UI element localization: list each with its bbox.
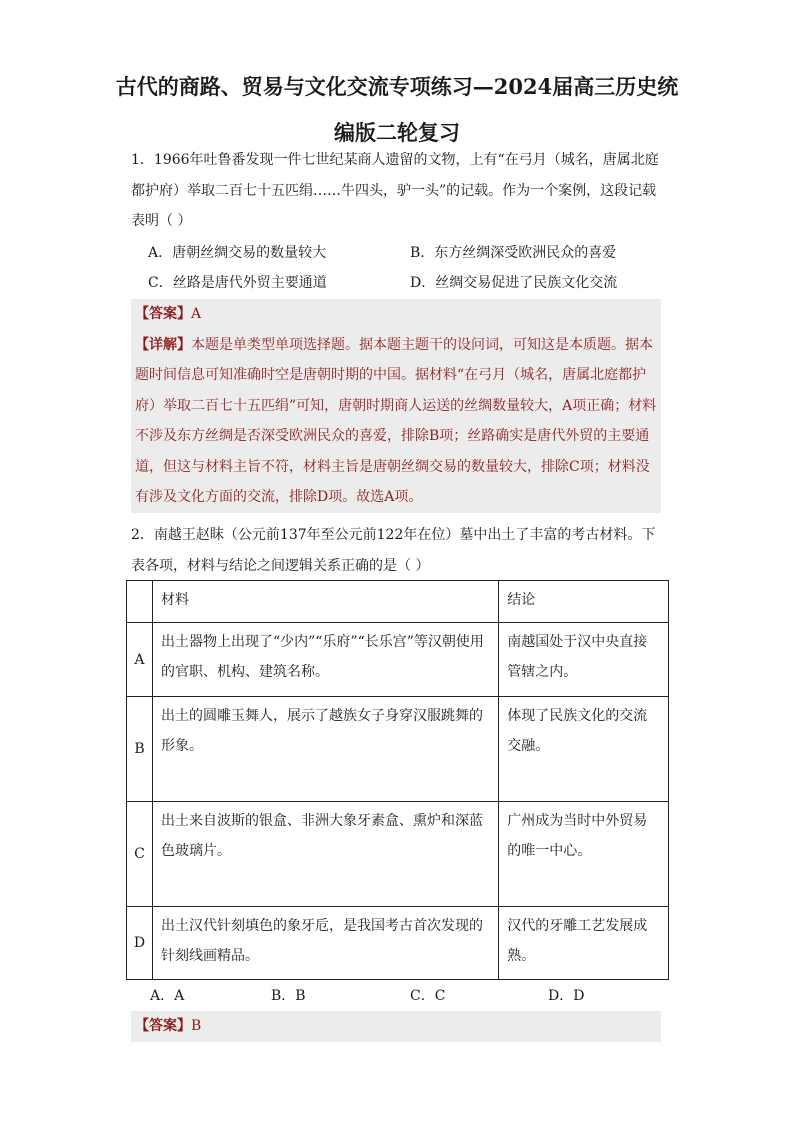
q2-answer-box [131, 1011, 661, 1042]
table-header-material: 材料 [152, 581, 498, 623]
q2-option-c: C．C [410, 988, 446, 1004]
q1-detail [135, 330, 657, 513]
title-line-2: 编版二轮复习 [334, 120, 460, 145]
title-line-1: 古代的商路、贸易与文化交流专项练习—2024届高三历史统 [115, 74, 679, 99]
answer-tag: 【答案】 [135, 306, 191, 322]
row-label: C [127, 802, 153, 907]
detail-tag: 【详解】 [135, 336, 191, 353]
row-material: 出土来自波斯的银盒、非洲大象牙素盒、熏炉和深蓝色玻璃片。 [152, 802, 498, 907]
q1-option-b: B．东方丝绸深受欧洲民众的喜爱 [410, 245, 617, 261]
table-row [127, 697, 669, 802]
q2-answer-value: B [191, 1018, 202, 1034]
table-header-row [127, 581, 669, 623]
question-1-stem: 1．1966年吐鲁番发现一件七世纪某商人遗留的文物，上有“在弓月（城名，唐属北庭都护府）举取二百七十五匹绢……牛四头，驴一头”的记载。作为一个案例，这段记载表明（ ） [131, 152, 659, 229]
answer-tag: 【答案】 [135, 1018, 191, 1034]
row-label: A [127, 623, 153, 697]
table-row [127, 907, 669, 980]
q1-answer-box [131, 299, 661, 513]
q2-option-b: B．B [271, 988, 306, 1004]
q1-detail-text: 本题是单类型单项选择题。据本题主题干的设问词，可知这是本质题。据本题时间信息可知准确时空是唐朝时期的中国。据材料“在弓月（城名，唐属北庭都护府）举取二百七十五匹绢”可知，唐朝时期商人运送的丝绸数量较大，A项正确；材料不涉及东方丝绸是否深受欧洲民众的喜爱，排除B项；丝路确实是唐代外贸的主要通道，但这与材料主旨不符，材料主旨是唐朝丝绸交易的数量较大，排除C项；材料没有涉及文化方面的交流，排除D项。故选A项。 [135, 336, 657, 505]
row-conclusion: 体现了民族文化的交流交融。 [499, 697, 669, 802]
q1-option-c: C．丝路是唐代外贸主要通道 [148, 275, 327, 291]
row-material: 出土汉代针刻填色的象牙卮，是我国考古首次发现的针刻线画精品。 [152, 907, 498, 980]
row-conclusion: 广州成为当时中外贸易的唯一中心。 [499, 802, 669, 907]
row-label: D [127, 907, 153, 980]
question-2-stem: 2．南越王赵眜（公元前137年至公元前122年在位）墓中出土了丰富的考古材料。下表各项，材料与结论之间逻辑关系正确的是（ ） [131, 527, 656, 574]
q1-option-a: A．唐朝丝绸交易的数量较大 [148, 245, 327, 261]
table-row [127, 623, 669, 697]
table-header-blank [127, 581, 153, 623]
row-conclusion: 汉代的牙雕工艺发展成熟。 [499, 907, 669, 980]
q2-option-a: A．A [150, 988, 185, 1004]
q1-option-d: D．丝绸交易促进了民族文化交流 [410, 275, 618, 291]
row-material: 出土的圆雕玉舞人，展示了越族女子身穿汉服跳舞的形象。 [152, 697, 498, 802]
table-row [127, 802, 669, 907]
row-label: B [127, 697, 153, 802]
q1-answer-line [135, 299, 657, 330]
q1-answer-value: A [191, 306, 202, 322]
materials-conclusions-table [126, 580, 669, 980]
row-material: 出土器物上出现了“少内”“乐府”“长乐宫”等汉朝使用的官职、机构、建筑名称。 [152, 623, 498, 697]
q2-option-d: D．D [548, 988, 585, 1004]
document-title [110, 64, 684, 156]
row-conclusion: 南越国处于汉中央直接管辖之内。 [499, 623, 669, 697]
table-header-conclusion: 结论 [499, 581, 669, 623]
